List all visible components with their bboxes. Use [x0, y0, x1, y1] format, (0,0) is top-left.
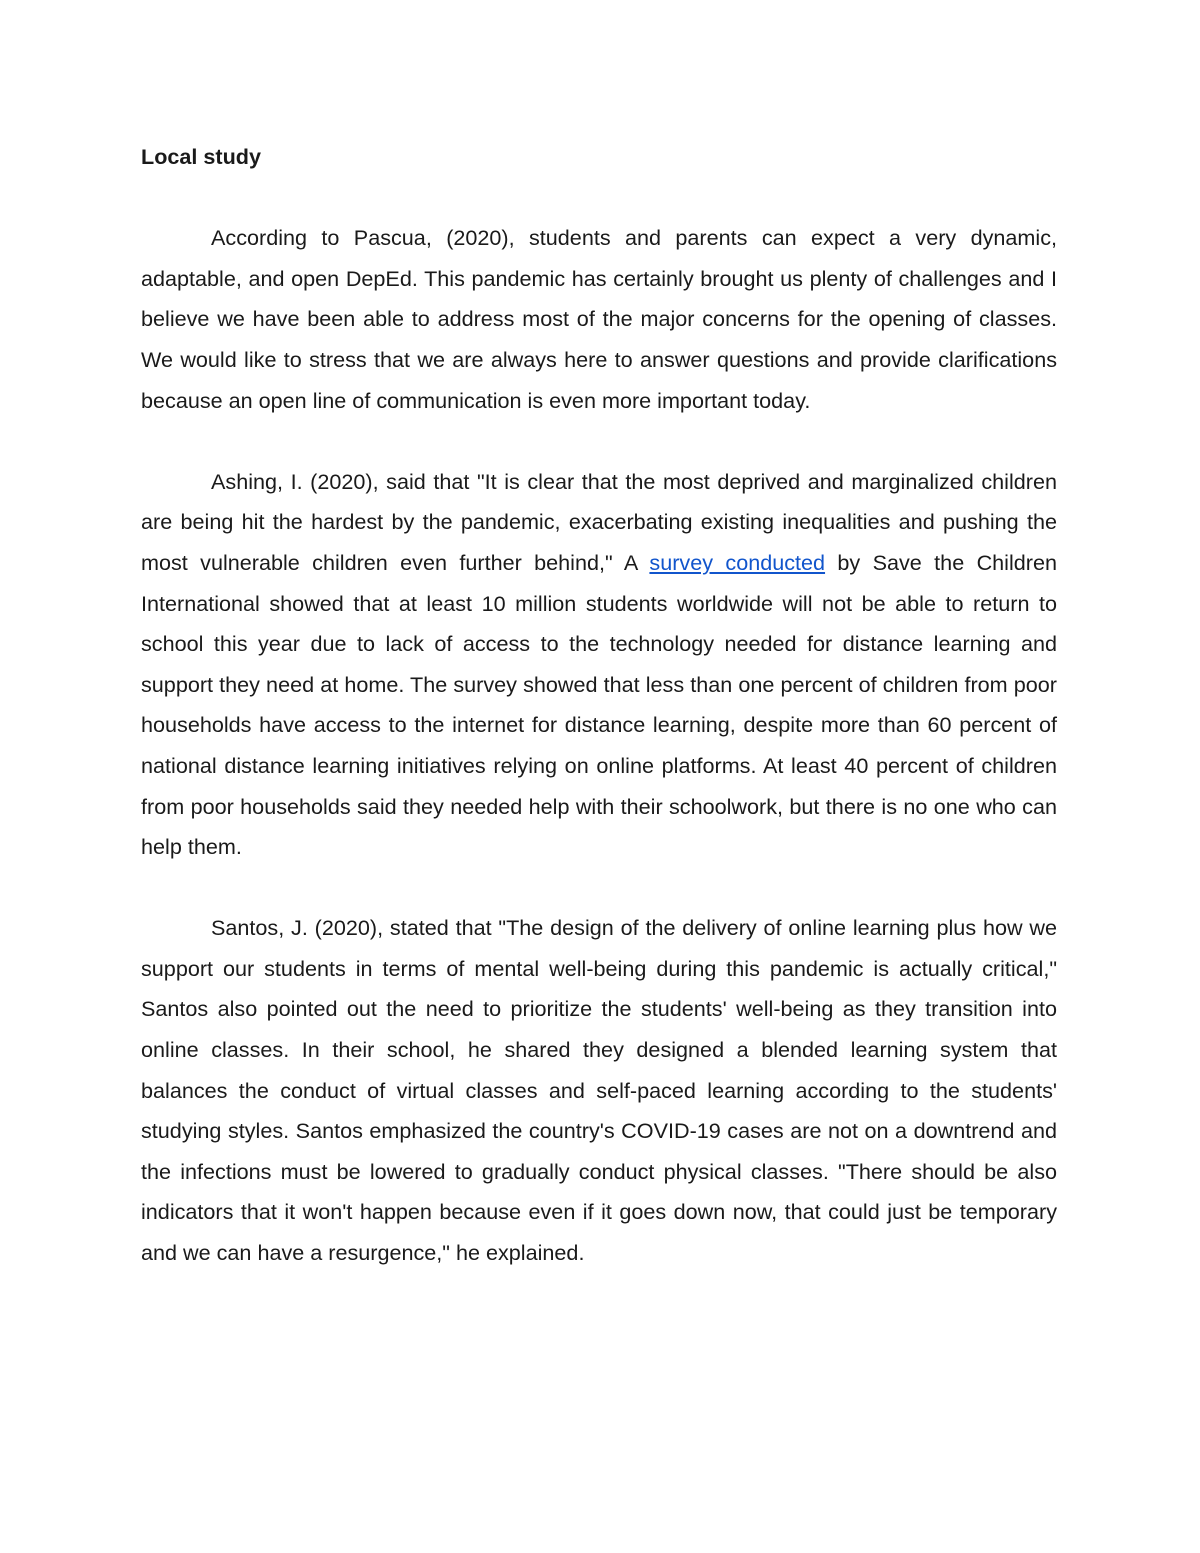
paragraph-ashing [141, 462, 1057, 868]
paragraph-santos: Santos, J. (2020), stated that "The design of the delivery of online learning plus how we support our students in terms of mental well-being during this pandemic is actually critical," Santos also pointed out the need to prioritize the students' well-being as they transition into online classes. In their school, he shared they designed a blended learning system that balances the conduct of virtual classes and self-paced learning according to the students' studying styles. Santos emphasized the country's COVID-19 cases are not on a downtrend and the infections must be lowered to gradually conduct physical classes. "There should be also indicators that it won't happen because even if it goes down now, that could just be temporary and we can have a resurgence," he explained. [141, 915, 1057, 1266]
section-heading: Local study [141, 144, 261, 169]
paragraph-pascua: According to Pascua, (2020), students and parents can expect a very dynamic, adaptable, and open DepEd. This pandemic has certainly brought us plenty of challenges and I believe we have been able to address most of the major concerns for the opening of classes. We would like to stress that we are always here to answer questions and provide clarifications because an open line of communication is even more important today. [141, 225, 1057, 413]
document-body [141, 137, 1057, 1314]
paragraph-ashing-text-start: Ashing, I. (2020), said that "It is clear that the most deprived and marginalized children are being hit the hardest by the pandemic, exacerbating existing inequalities and pushing the most vulnerable children even further behind," A [141, 468, 1057, 575]
paragraph-ashing-text-end: by Save the Children International showed that at least 10 million students worldwide will not be able to return to school this year due to lack of access to the technology needed for distance learning and support they need at home. The survey showed that less than one percent of children from poor households have access to the internet for distance learning, despite more than 60 percent of national distance learning initiatives relying on online platforms. At least 40 percent of children from poor households said they needed help with their schoolwork, but there is no one who can help them. [141, 549, 1057, 860]
survey-conducted-link[interactable]: survey conducted [649, 549, 826, 575]
